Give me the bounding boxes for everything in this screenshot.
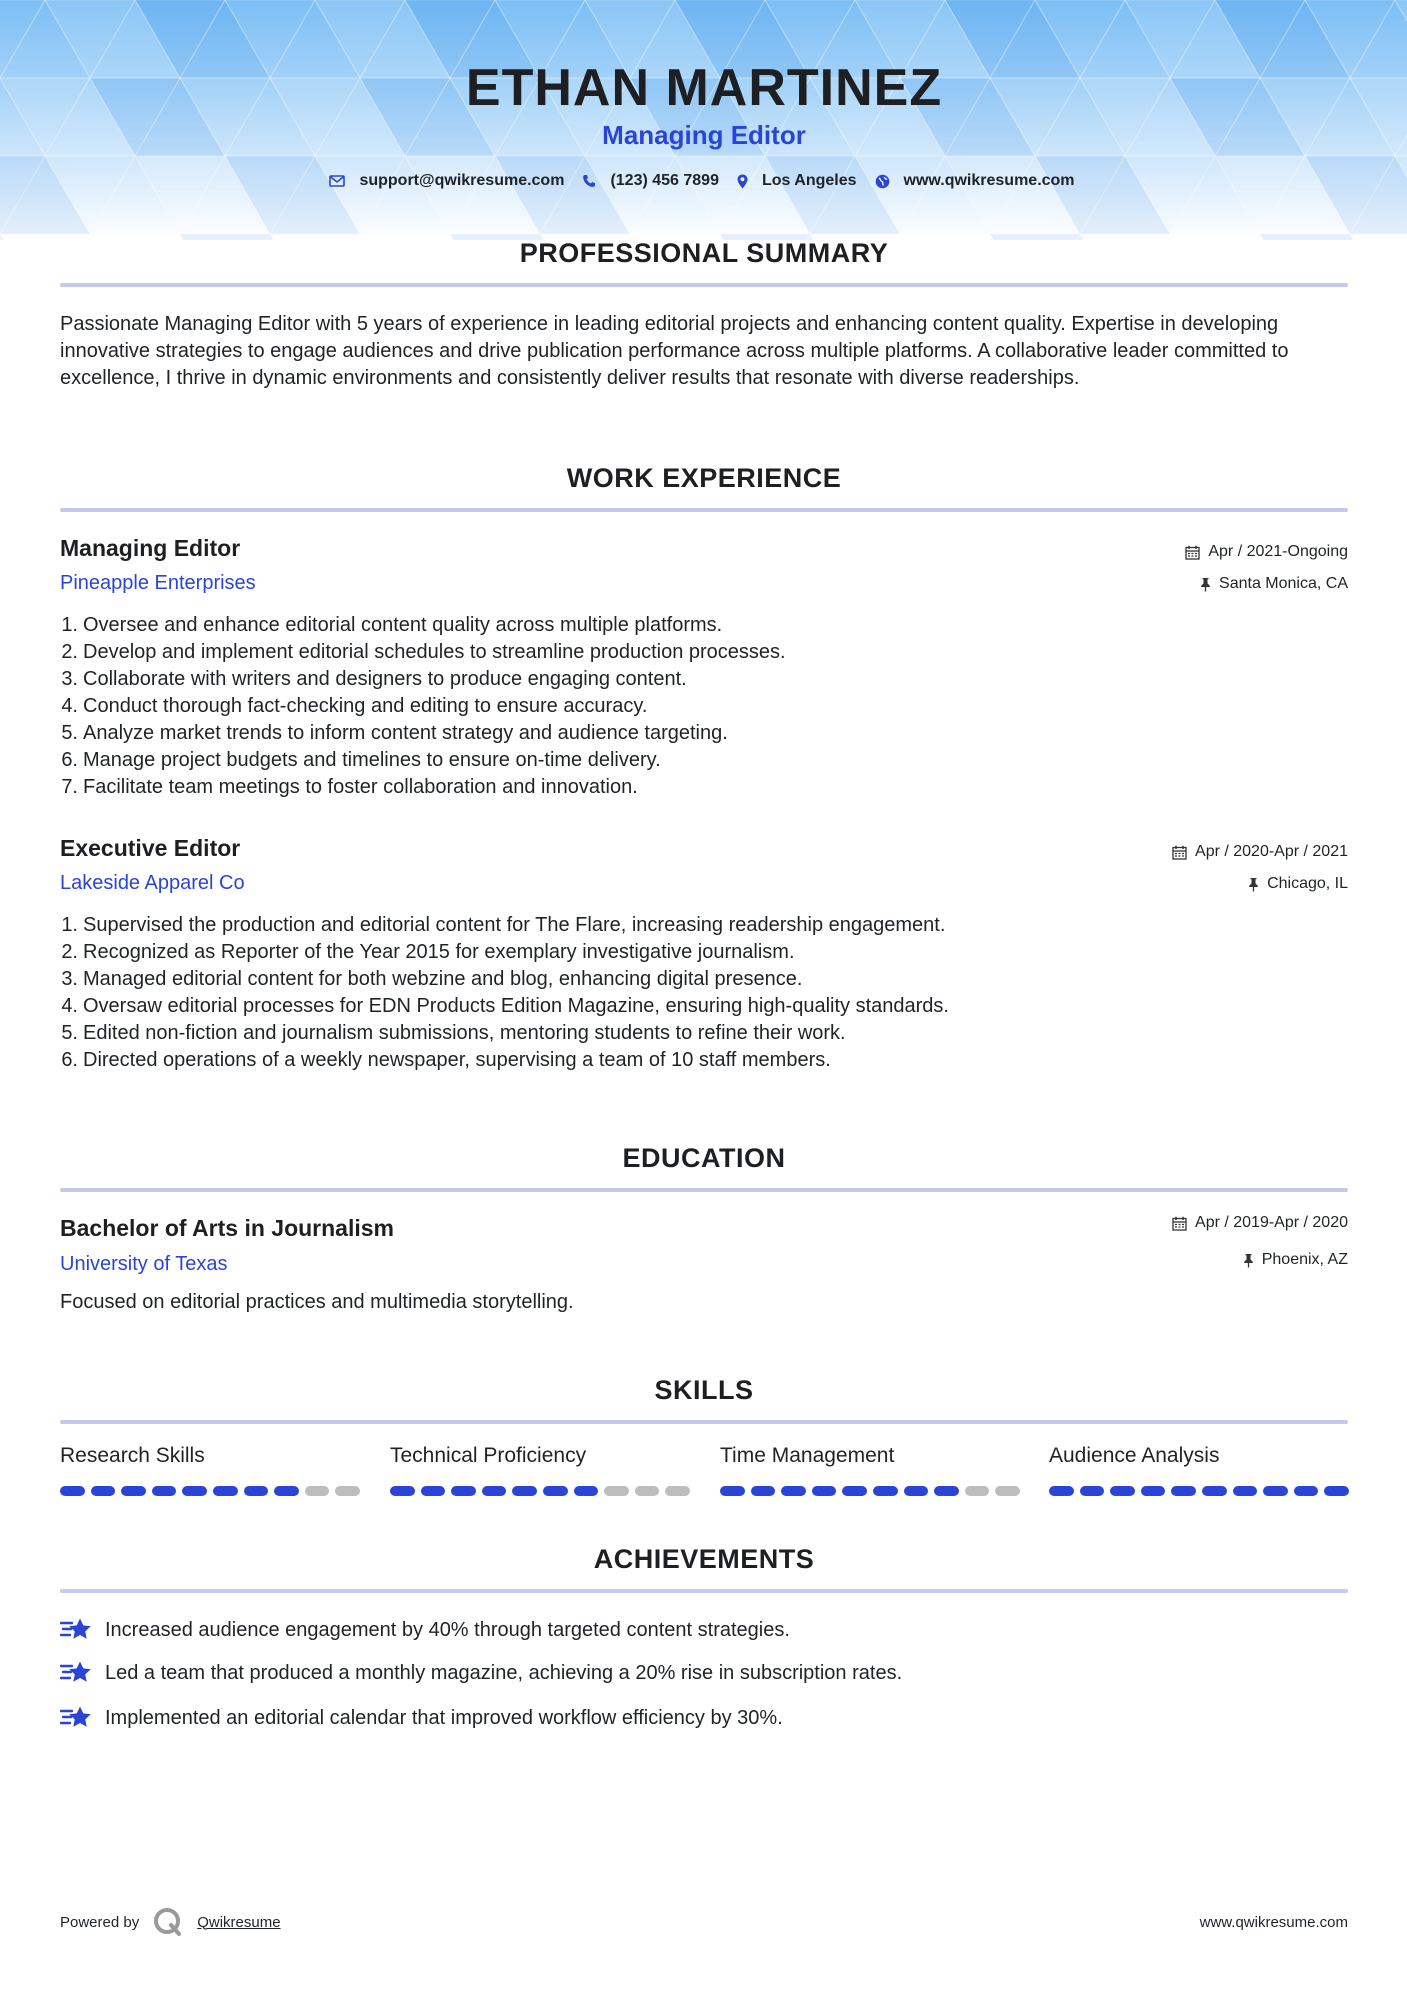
item-text: Oversee and enhance editorial content quality across multiple platforms. — [83, 614, 723, 636]
skill-name: Time Management — [720, 1444, 895, 1467]
item-text: Managed editorial content for both webzine and blog, enhancing digital presence. — [83, 968, 803, 990]
skill-segment-filled — [60, 1486, 85, 1496]
skill-segment-empty — [635, 1486, 660, 1496]
candidate-name: ETHAN MARTINEZ — [465, 59, 943, 117]
skill-segment-filled — [1202, 1486, 1227, 1496]
achievement-item — [60, 1705, 783, 1731]
location-text: Chicago, IL — [1267, 875, 1348, 892]
achievement-item — [60, 1617, 790, 1643]
website-text: www.qwikresume.com — [903, 172, 1075, 189]
star-icon — [60, 1705, 93, 1731]
job-title: Managing Editor — [60, 535, 241, 561]
skill-segment-filled — [213, 1486, 238, 1496]
responsibility-item — [60, 912, 949, 939]
responsibility-item — [60, 966, 949, 993]
powered-by-label: Powered by — [60, 1913, 140, 1931]
skill-segment-filled — [91, 1486, 116, 1496]
skill-level-bar — [720, 1486, 1020, 1496]
skill-item — [60, 1444, 360, 1496]
skill-segment-filled — [421, 1486, 446, 1496]
item-number: 1. — [61, 614, 78, 636]
skill-segment-filled — [1080, 1486, 1105, 1496]
item-text: Collaborate with writers and designers to produce engaging content. — [83, 668, 687, 690]
skills-divider — [60, 1420, 1348, 1424]
phone-icon — [582, 174, 596, 188]
star-icon — [60, 1660, 93, 1686]
skill-segment-filled — [720, 1486, 745, 1496]
item-number: 2. — [61, 941, 78, 963]
skill-level-bar — [1049, 1486, 1349, 1496]
skill-segment-empty — [995, 1486, 1020, 1496]
responsibility-item — [60, 666, 786, 693]
responsibility-item — [60, 993, 949, 1020]
email-text: support@qwikresume.com — [359, 172, 565, 189]
dates-text: Apr / 2020-Apr / 2021 — [1195, 843, 1348, 860]
skill-segment-empty — [965, 1486, 990, 1496]
achievements-heading: ACHIEVEMENTS — [593, 1544, 815, 1574]
responsibility-item — [60, 774, 786, 801]
skill-segment-filled — [904, 1486, 929, 1496]
contact-phone[interactable] — [582, 172, 719, 190]
powered-by — [60, 1902, 281, 1942]
star-icon — [60, 1617, 93, 1643]
skill-segment-filled — [934, 1486, 959, 1496]
candidate-title: Managing Editor — [602, 120, 806, 150]
pushpin-icon — [1243, 1253, 1254, 1268]
item-number: 3. — [61, 968, 78, 990]
responsibility-item — [60, 747, 786, 774]
experience-divider — [60, 508, 1348, 512]
calendar-icon — [1172, 1216, 1187, 1231]
contact-email[interactable] — [329, 172, 564, 190]
location-text: Los Angeles — [761, 172, 857, 189]
responsibility-item — [60, 639, 786, 666]
skill-item — [720, 1444, 1020, 1496]
skill-segment-filled — [842, 1486, 867, 1496]
school-name: University of Texas — [60, 1253, 228, 1275]
summary-heading: PROFESSIONAL SUMMARY — [519, 238, 889, 268]
skill-segment-filled — [1110, 1486, 1135, 1496]
skill-segment-filled — [1324, 1486, 1349, 1496]
skill-segment-empty — [665, 1486, 690, 1496]
degree-title: Bachelor of Arts in Journalism — [60, 1215, 394, 1241]
item-text: Develop and implement editorial schedules to streamline production processes. — [83, 641, 786, 663]
job-dates — [1185, 543, 1348, 561]
skill-segment-filled — [574, 1486, 599, 1496]
qwikresume-logo-icon — [153, 1907, 183, 1937]
job-company: Lakeside Apparel Co — [60, 872, 245, 894]
job-location — [1200, 575, 1348, 593]
item-number: 1. — [61, 914, 78, 936]
item-text: Facilitate team meetings to foster collaboration and innovation. — [83, 776, 638, 798]
responsibility-item — [60, 720, 786, 747]
experience-heading: WORK EXPERIENCE — [566, 463, 842, 493]
skill-segment-filled — [1263, 1486, 1288, 1496]
education-heading: EDUCATION — [622, 1143, 786, 1173]
location-text: Santa Monica, CA — [1219, 575, 1348, 592]
skill-name: Research Skills — [60, 1444, 205, 1467]
skill-segment-filled — [182, 1486, 207, 1496]
footer — [60, 1902, 1348, 1942]
skill-segment-filled — [121, 1486, 146, 1496]
skill-segment-filled — [451, 1486, 476, 1496]
skill-segment-filled — [873, 1486, 898, 1496]
item-text: Oversaw editorial processes for EDN Products Edition Magazine, ensuring high-quality standards. — [83, 995, 949, 1017]
summary-divider — [60, 283, 1348, 287]
item-text: Analyze market trends to inform content strategy and audience targeting. — [83, 722, 728, 744]
education-location — [1243, 1251, 1348, 1269]
pattern-triangle — [1350, 234, 1407, 240]
education-divider — [60, 1188, 1348, 1192]
skill-level-bar — [60, 1486, 360, 1496]
calendar-icon — [1185, 545, 1200, 560]
item-number: 5. — [61, 1022, 78, 1044]
item-number: 6. — [61, 1049, 78, 1071]
responsibility-item — [60, 1020, 949, 1047]
responsibility-item — [60, 939, 949, 966]
skill-item — [1049, 1444, 1349, 1496]
skill-segment-empty — [305, 1486, 330, 1496]
job-dates — [1172, 843, 1348, 861]
skill-segment-filled — [274, 1486, 299, 1496]
achievements-divider — [60, 1589, 1348, 1593]
item-text: Directed operations of a weekly newspaper, supervising a team of 10 staff members. — [83, 1049, 831, 1071]
skill-segment-filled — [390, 1486, 415, 1496]
item-text: Conduct thorough fact-checking and editing to ensure accuracy. — [83, 695, 648, 717]
item-number: 3. — [61, 668, 78, 690]
footer-website[interactable]: www.qwikresume.com — [1199, 1913, 1348, 1931]
summary-text: Passionate Managing Editor with 5 years of experience in leading editorial projects and enhancing content quality. Expertise in developing innovative strategies to engage audiences and drive publication performance across multiple platforms. A collaborative leader committed to excellence, I thrive in dynamic environments and consistently deliver results that resonate with diverse readerships. — [60, 313, 1289, 389]
item-number: 4. — [61, 695, 78, 717]
responsibility-item — [60, 693, 786, 720]
achievement-text: Increased audience engagement by 40% through targeted content strategies. — [105, 1618, 790, 1641]
achievement-text: Implemented an editorial calendar that improved workflow efficiency by 30%. — [105, 1706, 783, 1729]
contact-bar — [60, 172, 1348, 190]
skill-segment-empty — [604, 1486, 629, 1496]
skill-item — [390, 1444, 690, 1496]
envelope-icon — [329, 175, 345, 187]
skill-segment-filled — [543, 1486, 568, 1496]
achievement-text: Led a team that produced a monthly magazine, achieving a 20% rise in subscription rates. — [105, 1661, 903, 1684]
skill-segment-filled — [1233, 1486, 1258, 1496]
item-number: 5. — [61, 722, 78, 744]
item-number: 2. — [61, 641, 78, 663]
item-text: Supervised the production and editorial content for The Flare, increasing readership engagement. — [83, 914, 946, 936]
skill-segment-filled — [1049, 1486, 1074, 1496]
skill-segment-filled — [812, 1486, 837, 1496]
item-number: 7. — [61, 776, 78, 798]
job-responsibilities — [60, 912, 949, 1074]
calendar-icon — [1172, 845, 1187, 860]
education-description: Focused on editorial practices and multimedia storytelling. — [60, 1291, 574, 1313]
skill-segment-filled — [781, 1486, 806, 1496]
responsibility-item — [60, 1047, 949, 1074]
job-responsibilities — [60, 612, 786, 801]
achievement-item — [60, 1660, 902, 1686]
location-text: Phoenix, AZ — [1261, 1251, 1348, 1268]
pushpin-icon — [1200, 577, 1211, 592]
job-title: Executive Editor — [60, 835, 241, 861]
skill-segment-filled — [152, 1486, 177, 1496]
map-marker-icon — [737, 174, 748, 189]
dates-text: Apr / 2019-Apr / 2020 — [1195, 1214, 1348, 1231]
globe-icon — [875, 174, 890, 189]
responsibility-item — [60, 612, 786, 639]
skill-segment-empty — [335, 1486, 360, 1496]
skill-segment-filled — [244, 1486, 269, 1496]
job-company: Pineapple Enterprises — [60, 572, 256, 594]
skill-segment-filled — [512, 1486, 537, 1496]
item-text: Recognized as Reporter of the Year 2015 for exemplary investigative journalism. — [83, 941, 795, 963]
skill-level-bar — [390, 1486, 690, 1496]
skills-heading: SKILLS — [654, 1375, 754, 1405]
item-number: 6. — [61, 749, 78, 771]
skill-segment-filled — [751, 1486, 776, 1496]
skill-segment-filled — [1141, 1486, 1166, 1496]
skill-name: Technical Proficiency — [390, 1444, 587, 1467]
brand-link[interactable]: Qwikresume — [197, 1913, 281, 1931]
item-number: 4. — [61, 995, 78, 1017]
dates-text: Apr / 2021-Ongoing — [1208, 543, 1348, 560]
education-dates — [1172, 1214, 1348, 1232]
skill-segment-filled — [482, 1486, 507, 1496]
skill-segment-filled — [1171, 1486, 1196, 1496]
phone-text: (123) 456 7899 — [610, 172, 719, 189]
skill-name: Audience Analysis — [1049, 1444, 1220, 1467]
item-text: Edited non-fiction and journalism submissions, mentoring students to refine their work. — [83, 1022, 846, 1044]
pushpin-icon — [1248, 877, 1259, 892]
job-location — [1248, 875, 1348, 893]
contact-website[interactable] — [875, 172, 1075, 190]
skill-segment-filled — [1294, 1486, 1319, 1496]
contact-location — [737, 172, 857, 190]
item-text: Manage project budgets and timelines to ensure on-time delivery. — [83, 749, 661, 771]
